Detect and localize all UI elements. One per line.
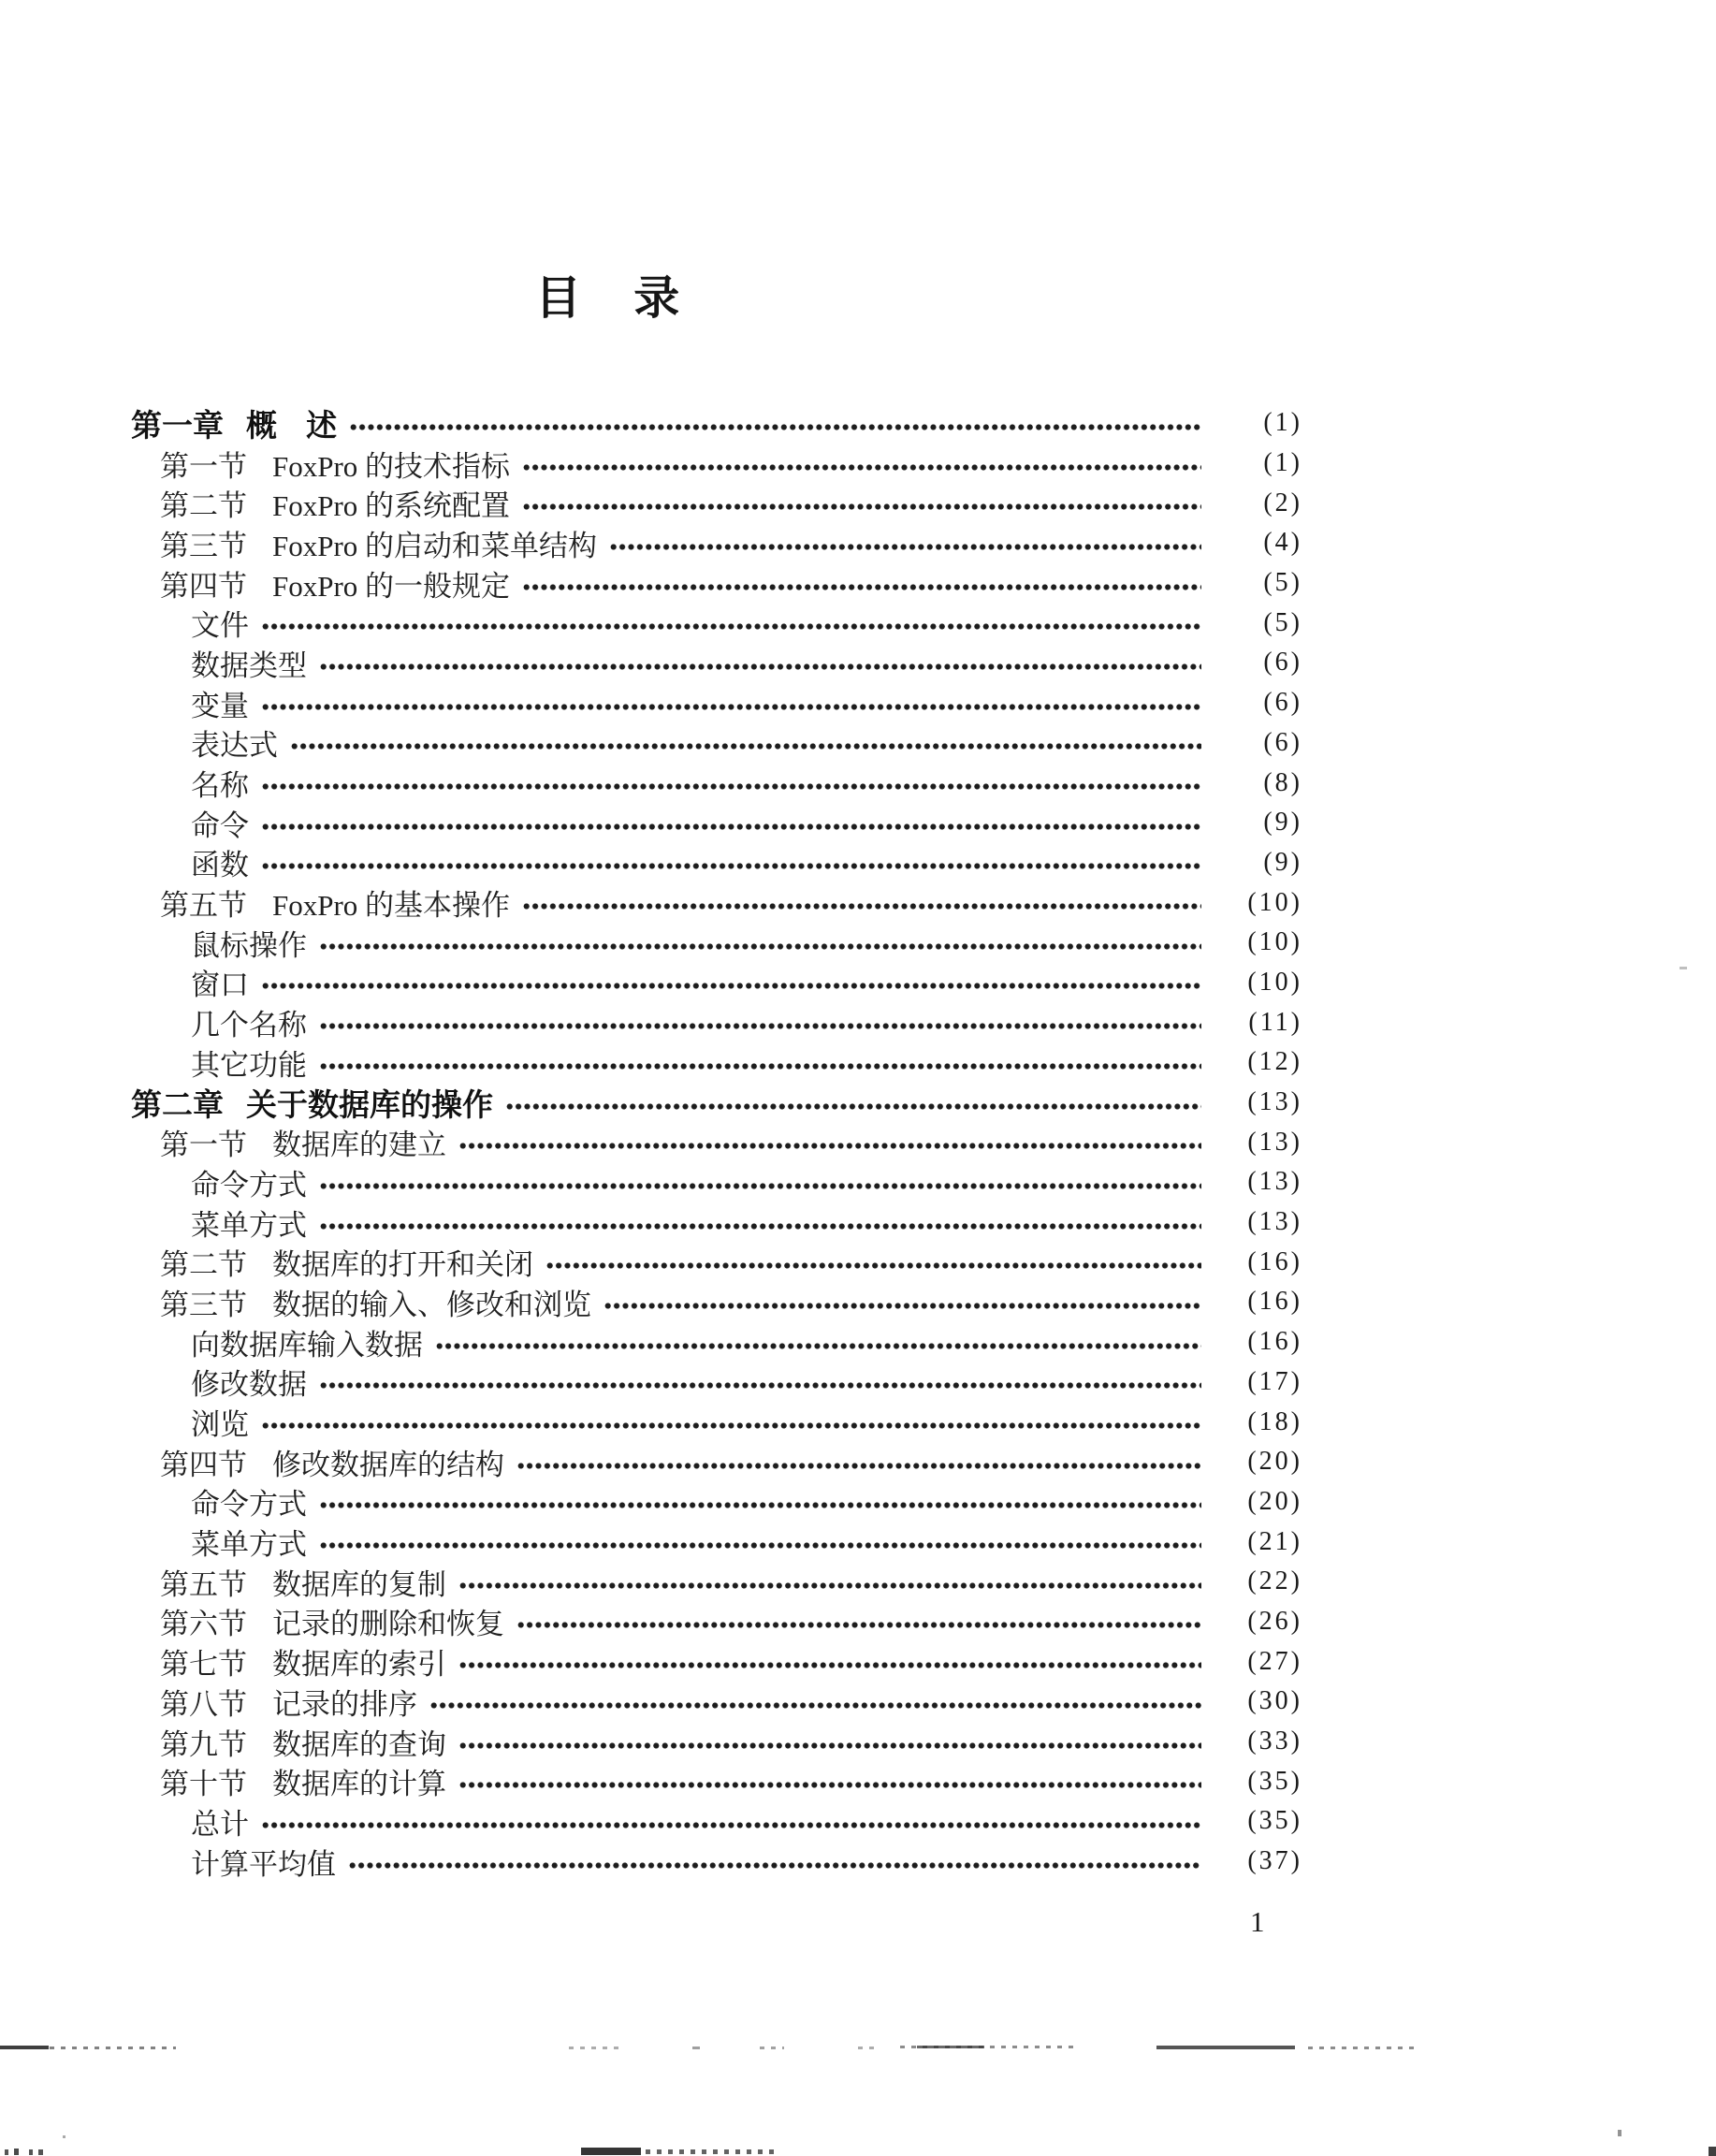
toc-entry-number: 第二节	[160, 1248, 247, 1282]
scan-artifact	[646, 2149, 778, 2154]
toc-entry	[0, 1801, 1302, 1842]
toc-entry-page: (9)	[1263, 847, 1302, 877]
toc-entry	[0, 1641, 1302, 1682]
scan-artifact	[569, 2047, 625, 2049]
toc-entry-page: (21)	[1247, 1526, 1302, 1556]
dot-leader	[319, 1063, 1201, 1070]
toc-entry	[0, 1202, 1302, 1243]
toc-entry	[0, 483, 1302, 523]
dot-leader	[261, 1422, 1201, 1429]
toc-entry-page: (13)	[1247, 1127, 1302, 1157]
toc-entry-title: 文件	[191, 609, 249, 643]
toc-entry	[0, 1002, 1302, 1042]
dot-leader	[522, 903, 1201, 910]
toc-entry-title: 表达式	[191, 729, 278, 763]
scan-artifact	[1709, 2147, 1716, 2156]
toc-entry-page: (27)	[1247, 1646, 1302, 1676]
toc-entry-number: 第一节	[160, 1129, 247, 1162]
toc-entry-page: (10)	[1247, 967, 1302, 997]
scan-artifact	[63, 2135, 65, 2138]
toc-entry-page: (9)	[1263, 808, 1302, 838]
toc-entry	[0, 723, 1302, 764]
scan-artifact	[858, 2047, 875, 2049]
toc-entry-title: 概 述	[246, 407, 338, 443]
toc-entry-title: FoxPro 的启动和菜单结构	[272, 529, 598, 562]
scan-artifact	[581, 2148, 641, 2155]
toc-entry-page: (4)	[1263, 528, 1302, 558]
toc-entry-title: FoxPro 的系统配置	[272, 489, 511, 523]
scan-artifact	[50, 2047, 176, 2049]
toc-entry-number: 第五节	[160, 1567, 247, 1601]
toc-entry-page: (10)	[1247, 887, 1302, 917]
scan-artifact	[5, 2149, 8, 2155]
toc-entry-page: (16)	[1247, 1327, 1302, 1357]
toc-entry	[0, 1522, 1302, 1562]
toc-entry-title: FoxPro 的一般规定	[272, 569, 511, 603]
toc-entry	[0, 1722, 1302, 1762]
scan-artifact	[0, 2046, 49, 2049]
toc-entry-title: 数据类型	[191, 648, 307, 682]
toc-entry-page: (37)	[1247, 1846, 1302, 1876]
toc-entry	[0, 1042, 1302, 1083]
toc-entry-page: (6)	[1263, 688, 1302, 718]
toc-entry-number: 第九节	[160, 1727, 247, 1761]
dot-leader	[522, 584, 1201, 590]
dot-leader	[458, 1662, 1201, 1668]
toc-entry-title: 计算平均值	[191, 1847, 336, 1881]
toc-entry-page: (13)	[1247, 1167, 1302, 1197]
dot-leader	[319, 1023, 1201, 1029]
toc-entry-number: 第二章	[131, 1086, 224, 1122]
dot-leader	[522, 503, 1201, 510]
scan-artifact	[917, 2046, 984, 2048]
toc-entry	[0, 403, 1302, 444]
toc-entry-title: 关于数据库的操作	[246, 1086, 493, 1122]
dot-leader	[319, 1502, 1201, 1508]
dot-leader	[458, 1782, 1201, 1788]
toc-entry-title: 记录的排序	[272, 1687, 417, 1721]
scan-artifact	[14, 2149, 19, 2155]
toc-entry-number: 第三节	[160, 529, 247, 562]
dot-leader	[458, 1742, 1201, 1749]
toc-entry-title: 函数	[191, 849, 249, 882]
toc-entry-page: (17)	[1247, 1366, 1302, 1396]
toc-entry-title: 数据库的打开和关闭	[272, 1248, 533, 1282]
toc-entry-page: (13)	[1247, 1207, 1302, 1237]
toc-entry-page: (5)	[1263, 568, 1302, 598]
dot-leader	[349, 424, 1201, 430]
toc-entry-page: (13)	[1247, 1087, 1302, 1117]
dot-leader	[261, 863, 1201, 869]
toc-entry	[0, 1842, 1302, 1882]
toc-entry-number: 第四节	[160, 1448, 247, 1481]
toc-entry-title: 命令	[191, 808, 249, 842]
toc-entry-title: 窗口	[191, 969, 249, 1002]
dot-leader	[604, 1303, 1201, 1309]
toc-entry-title: 数据库的建立	[272, 1129, 446, 1162]
toc-entry	[0, 1083, 1302, 1123]
toc-list	[0, 403, 1302, 1881]
dot-leader	[319, 943, 1201, 950]
scan-artifact	[1680, 967, 1687, 969]
dot-leader	[319, 1223, 1201, 1230]
toc-entry-page: (1)	[1263, 408, 1302, 438]
toc-entry-page: (22)	[1247, 1566, 1302, 1596]
dot-leader	[261, 1822, 1201, 1828]
toc-entry-title: 修改数据库的结构	[272, 1448, 504, 1481]
scan-artifact	[38, 2149, 43, 2155]
scan-artifact	[1156, 2046, 1295, 2049]
toc-entry-page: (1)	[1263, 448, 1302, 478]
toc-entry-number: 第七节	[160, 1648, 247, 1682]
toc-entry	[0, 963, 1302, 1003]
toc-entry-title: 名称	[191, 769, 249, 803]
toc-entry	[0, 923, 1302, 963]
toc-entry-page: (2)	[1263, 488, 1302, 517]
toc-entry-number: 第二节	[160, 489, 247, 523]
toc-entry	[0, 1242, 1302, 1282]
toc-entry-page: (26)	[1247, 1606, 1302, 1636]
toc-entry-page: (18)	[1247, 1406, 1302, 1436]
dot-leader	[429, 1702, 1201, 1709]
toc-entry-number: 第四节	[160, 569, 247, 603]
dot-leader	[261, 983, 1201, 989]
toc-entry	[0, 803, 1302, 843]
toc-entry-number: 第三节	[160, 1288, 247, 1321]
toc-entry-title: 修改数据	[191, 1368, 307, 1402]
dot-leader	[261, 704, 1201, 710]
scan-artifact	[760, 2047, 784, 2049]
dot-leader	[516, 1622, 1201, 1628]
dot-leader	[545, 1262, 1201, 1269]
dot-leader	[319, 1542, 1201, 1549]
toc-entry-title: 几个名称	[191, 1009, 307, 1042]
dot-leader	[261, 823, 1201, 830]
dot-leader	[458, 1582, 1201, 1589]
toc-entry-title: 命令方式	[191, 1168, 307, 1202]
toc-entry-number: 第十节	[160, 1768, 247, 1801]
toc-entry	[0, 843, 1302, 883]
toc-entry-page: (6)	[1263, 648, 1302, 677]
dot-leader	[435, 1343, 1201, 1349]
toc-entry	[0, 603, 1302, 643]
toc-entry-title: 其它功能	[191, 1048, 307, 1082]
toc-entry-page: (30)	[1247, 1686, 1302, 1716]
toc-entry	[0, 1482, 1302, 1522]
toc-entry-title: 命令方式	[191, 1488, 307, 1522]
toc-entry-page: (35)	[1247, 1806, 1302, 1836]
dot-leader	[290, 743, 1201, 750]
toc-entry	[0, 1761, 1302, 1801]
toc-entry-page: (16)	[1247, 1287, 1302, 1317]
toc-entry	[0, 763, 1302, 803]
toc-entry-title: 变量	[191, 689, 249, 722]
toc-entry-title: 数据库的复制	[272, 1567, 446, 1601]
scan-artifact	[1308, 2047, 1418, 2049]
toc-entry-page: (6)	[1263, 727, 1302, 757]
footer-page-number: 1	[1250, 1905, 1265, 1938]
scan-artifact	[29, 2149, 33, 2155]
toc-entry	[0, 1402, 1302, 1442]
toc-entry	[0, 1442, 1302, 1482]
toc-entry-page: (11)	[1248, 1007, 1302, 1037]
toc-entry	[0, 523, 1302, 563]
toc-entry-page: (33)	[1247, 1726, 1302, 1756]
toc-entry-title: 鼠标操作	[191, 928, 307, 962]
toc-entry	[0, 1322, 1302, 1362]
toc-entry-title: 浏览	[191, 1408, 249, 1442]
toc-entry-title: 向数据库输入数据	[191, 1328, 423, 1362]
toc-entry-title: FoxPro 的技术指标	[272, 449, 511, 483]
toc-entry-page: (16)	[1247, 1246, 1302, 1276]
dot-leader	[609, 544, 1201, 550]
toc-entry	[0, 643, 1302, 683]
toc-entry-page: (35)	[1247, 1766, 1302, 1796]
toc-entry-title: 数据库的查询	[272, 1727, 446, 1761]
toc-entry	[0, 1602, 1302, 1642]
dot-leader	[516, 1463, 1201, 1469]
toc-entry-number: 第六节	[160, 1608, 247, 1641]
toc-entry	[0, 1562, 1302, 1602]
toc-entry-number: 第一章	[131, 407, 224, 443]
toc-entry-page: (5)	[1263, 607, 1302, 637]
toc-entry-title: 数据库的索引	[272, 1648, 446, 1682]
toc-entry	[0, 1282, 1302, 1322]
scan-artifact	[1618, 2130, 1621, 2136]
toc-entry	[0, 1162, 1302, 1202]
dot-leader	[261, 623, 1201, 630]
toc-entry-page: (10)	[1247, 927, 1302, 957]
toc-entry-title: 数据的输入、修改和浏览	[272, 1288, 591, 1321]
page-title: 目 录	[535, 272, 682, 324]
toc-entry-title: 总计	[191, 1807, 249, 1841]
toc-entry-page: (8)	[1263, 767, 1302, 797]
toc-entry-page: (12)	[1247, 1047, 1302, 1077]
toc-entry	[0, 1362, 1302, 1403]
dot-leader	[522, 464, 1201, 471]
toc-entry-number: 第五节	[160, 889, 247, 923]
dot-leader	[319, 1183, 1201, 1189]
dot-leader	[348, 1862, 1201, 1869]
toc-entry-title: 菜单方式	[191, 1208, 307, 1242]
toc-entry	[0, 683, 1302, 723]
dot-leader	[505, 1103, 1201, 1110]
toc-entry-title: 数据库的计算	[272, 1768, 446, 1801]
dot-leader	[261, 783, 1201, 790]
toc-entry-page: (20)	[1247, 1447, 1302, 1477]
toc-entry-page: (20)	[1247, 1486, 1302, 1516]
scan-artifact	[692, 2047, 700, 2049]
toc-entry	[0, 1122, 1302, 1162]
toc-entry	[0, 444, 1302, 484]
toc-entry-number: 第八节	[160, 1687, 247, 1721]
dot-leader	[319, 663, 1201, 670]
toc-entry-number: 第一节	[160, 449, 247, 483]
toc-entry-title: FoxPro 的基本操作	[272, 889, 511, 923]
toc-entry-title: 菜单方式	[191, 1528, 307, 1562]
toc-entry	[0, 563, 1302, 604]
dot-leader	[458, 1143, 1201, 1149]
dot-leader	[319, 1382, 1201, 1389]
toc-entry	[0, 882, 1302, 923]
toc-entry	[0, 1682, 1302, 1722]
toc-entry-title: 记录的删除和恢复	[272, 1608, 504, 1641]
